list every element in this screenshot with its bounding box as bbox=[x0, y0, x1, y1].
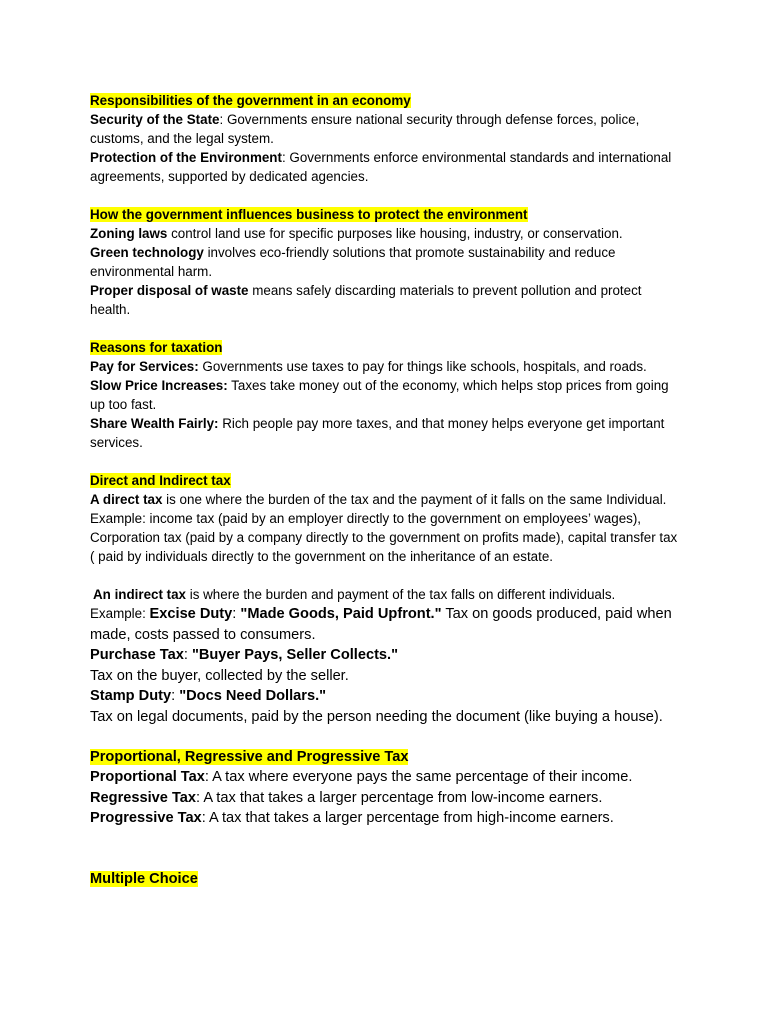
paragraph-purchase-desc: Tax on the buyer, collected by the seller. bbox=[90, 667, 349, 684]
paragraph-progressive: Progressive Tax: A tax that takes a larger percentage from high-income earners. bbox=[90, 810, 614, 827]
section-multiple-choice bbox=[90, 869, 680, 890]
spacer bbox=[90, 452, 680, 471]
paragraph-pay-services: Pay for Services: Governments use taxes to pay for things like schools, hospitals, and roads. bbox=[90, 359, 647, 374]
paragraph-regressive: Regressive Tax: A tax that takes a larger percentage from low-income earners. bbox=[90, 789, 603, 806]
spacer bbox=[90, 829, 680, 869]
paragraph-stamp-duty: Stamp Duty: "Docs Need Dollars." bbox=[90, 688, 327, 705]
section-heading: Reasons for taxation bbox=[90, 340, 223, 355]
section-heading: Proportional, Regressive and Progressive Tax bbox=[90, 748, 409, 765]
paragraph-indirect-tax: An indirect tax is where the burden and payment of the tax falls on different individuals. bbox=[93, 587, 616, 602]
section-heading: Responsibilities of the government in an economy bbox=[90, 93, 411, 108]
section-business-environment bbox=[90, 205, 680, 319]
paragraph-direct-tax: A direct tax is one where the burden of the tax and the payment of it falls on the same Individual. bbox=[90, 492, 667, 507]
section-government-responsibilities bbox=[90, 91, 680, 186]
spacer bbox=[90, 186, 680, 205]
paragraph-wealth: Share Wealth Fairly: Rich people pay more taxes, and that money helps everyone get important services. bbox=[90, 416, 665, 450]
section-heading: How the government influences business to protect the environment bbox=[90, 207, 528, 222]
spacer bbox=[90, 728, 680, 747]
paragraph-zoning: Zoning laws control land use for specific purposes like housing, industry, or conservation. bbox=[90, 226, 623, 241]
document-page bbox=[90, 91, 680, 890]
section-tax-types bbox=[90, 747, 680, 829]
paragraph-environment: Protection of the Environment: Governments enforce environmental standards and international agreements, supported by dedicated agencies. bbox=[90, 150, 672, 184]
spacer bbox=[90, 319, 680, 338]
paragraph-proportional: Proportional Tax: A tax where everyone pays the same percentage of their income. bbox=[90, 769, 633, 786]
section-direct-indirect bbox=[90, 471, 680, 728]
section-taxation-reasons bbox=[90, 338, 680, 452]
paragraph-excise-duty: Example: Excise Duty: "Made Goods, Paid Upfront." Tax on goods produced, paid when made, costs passed to consumers. bbox=[90, 606, 672, 643]
section-heading: Multiple Choice bbox=[90, 870, 198, 887]
paragraph-security: Security of the State: Governments ensure national security through defense forces, police, customs, and the legal system. bbox=[90, 112, 640, 146]
paragraph-stamp-desc: Tax on legal documents, paid by the person needing the document (like buying a house). bbox=[90, 708, 663, 725]
section-heading: Direct and Indirect tax bbox=[90, 473, 231, 488]
spacer bbox=[90, 566, 680, 585]
paragraph-price-increases: Slow Price Increases: Taxes take money out of the economy, which helps stop prices from going up too fast. bbox=[90, 378, 669, 412]
paragraph-green-tech: Green technology involves eco-friendly solutions that promote sustainability and reduce environmental harm. bbox=[90, 245, 616, 279]
paragraph-waste: Proper disposal of waste means safely discarding materials to prevent pollution and protect health. bbox=[90, 283, 642, 317]
paragraph-direct-example: Example: income tax (paid by an employer directly to the government on employees’ wages), Corporation tax (paid by a company directly to the government on profits made), capital transfer tax ( paid by individuals directly to the government on the inheritance of an estate. bbox=[90, 511, 678, 564]
paragraph-purchase-tax: Purchase Tax: "Buyer Pays, Seller Collects." bbox=[90, 647, 399, 664]
